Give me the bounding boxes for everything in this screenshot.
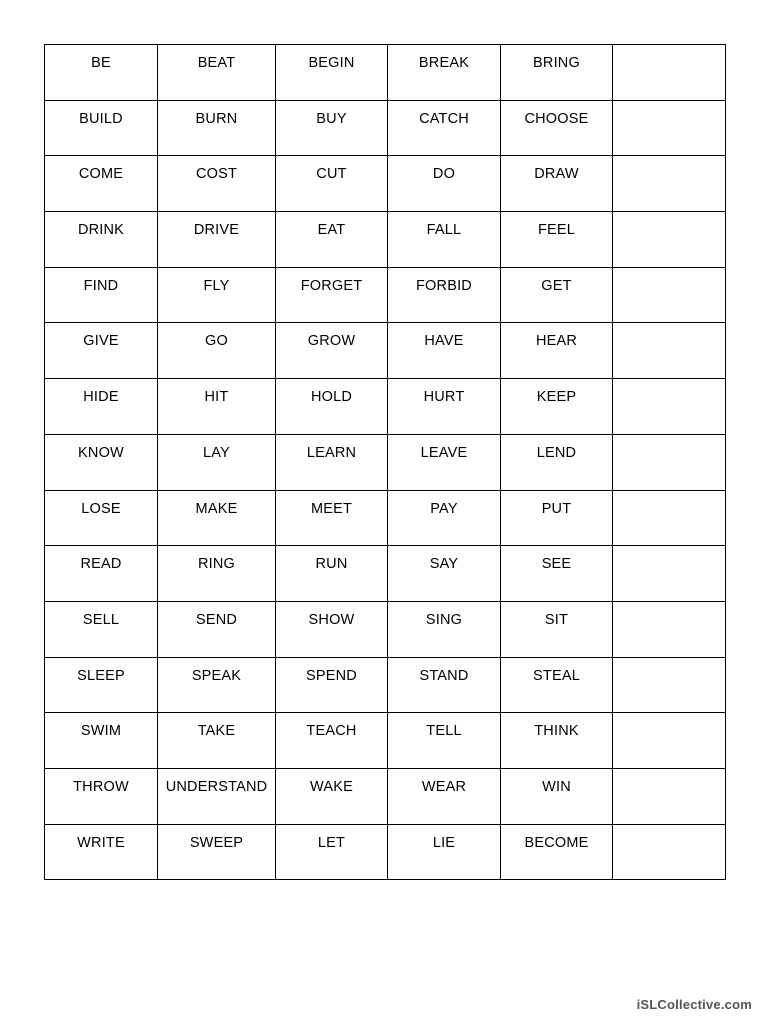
verb-label: SELL	[82, 611, 120, 628]
verb-label: BEGIN	[308, 55, 355, 71]
verb-label: HURT	[423, 389, 465, 406]
verb-label: RING	[197, 556, 236, 573]
verb-label: BUY	[316, 110, 347, 127]
verb-label: BEAT	[197, 55, 236, 71]
verb-cell	[501, 768, 613, 824]
table-row	[45, 45, 726, 101]
verb-cell	[158, 490, 276, 546]
verb-cell	[158, 713, 276, 769]
table-row	[45, 100, 726, 156]
verb-label: STEAL	[533, 667, 580, 684]
verb-label	[613, 769, 725, 780]
verb-cell	[501, 601, 613, 657]
verb-cell	[45, 490, 158, 546]
verb-table-body	[45, 45, 726, 880]
blank-answer-cell[interactable]	[613, 379, 726, 435]
verb-label: WRITE	[77, 834, 125, 851]
verb-label: DRINK	[77, 222, 125, 239]
verb-cell	[45, 379, 158, 435]
verb-label: BECOME	[524, 834, 589, 851]
verb-label: SIT	[544, 611, 569, 628]
table-row	[45, 601, 726, 657]
verb-cell	[388, 156, 501, 212]
blank-answer-cell[interactable]	[613, 768, 726, 824]
verb-label: SPEND	[306, 667, 357, 684]
verb-label	[613, 212, 725, 223]
verb-cell	[45, 100, 158, 156]
verb-label: GET	[541, 277, 572, 294]
verb-label: SING	[425, 611, 463, 628]
verb-cell	[158, 156, 276, 212]
verb-label: GO	[205, 333, 228, 350]
verb-cell	[276, 434, 388, 490]
verb-label: DRAW	[534, 166, 579, 183]
blank-answer-cell[interactable]	[613, 713, 726, 769]
verb-label: STAND	[419, 667, 469, 684]
verb-label	[613, 156, 725, 167]
verb-cell	[158, 546, 276, 602]
table-row	[45, 156, 726, 212]
verb-cell	[501, 824, 613, 880]
verb-cell	[158, 657, 276, 713]
table-row	[45, 323, 726, 379]
verb-cell	[276, 45, 388, 101]
verb-label: SAY	[429, 556, 459, 573]
verb-label: BE	[91, 55, 111, 71]
verb-cell	[501, 434, 613, 490]
blank-answer-cell[interactable]	[613, 100, 726, 156]
verb-label	[613, 435, 725, 446]
verb-cell	[158, 379, 276, 435]
verb-label: LEAVE	[420, 444, 468, 461]
verb-cell	[45, 768, 158, 824]
verb-label: LEND	[536, 444, 577, 461]
verb-label: BUILD	[79, 110, 123, 127]
verb-cell	[158, 768, 276, 824]
verb-label: HIDE	[83, 389, 119, 406]
verb-cell	[45, 601, 158, 657]
table-row	[45, 490, 726, 546]
verb-cell	[45, 212, 158, 268]
verb-label: SPEAK	[191, 667, 242, 684]
verb-label: EAT	[317, 222, 346, 239]
verb-label: FORGET	[300, 277, 363, 294]
verb-label: DRIVE	[193, 222, 240, 239]
verb-cell	[388, 100, 501, 156]
verb-cell	[501, 212, 613, 268]
verb-cell	[501, 713, 613, 769]
blank-answer-cell[interactable]	[613, 212, 726, 268]
verb-label: PAY	[430, 500, 458, 517]
verb-cell	[276, 100, 388, 156]
table-row	[45, 824, 726, 880]
verb-cell	[388, 546, 501, 602]
verb-cell	[45, 713, 158, 769]
verb-label	[613, 268, 725, 279]
verb-cell	[276, 379, 388, 435]
verb-cell	[501, 100, 613, 156]
blank-answer-cell[interactable]	[613, 657, 726, 713]
verb-label: SWEEP	[189, 834, 244, 851]
verb-label	[613, 658, 725, 669]
verb-label	[613, 491, 725, 502]
verb-label	[613, 602, 725, 613]
verb-cell	[45, 323, 158, 379]
verb-label: THROW	[73, 778, 129, 795]
verb-label: FALL	[426, 222, 462, 239]
verb-cell	[501, 379, 613, 435]
verb-label: HEAR	[535, 333, 578, 350]
verb-cell	[276, 212, 388, 268]
verb-label: PUT	[541, 500, 572, 517]
verb-cell	[388, 490, 501, 546]
verb-cell	[276, 768, 388, 824]
verb-label: WIN	[542, 778, 571, 795]
verb-label: LAY	[203, 444, 230, 461]
blank-answer-cell[interactable]	[613, 601, 726, 657]
verb-cell	[276, 156, 388, 212]
verb-label: FORBID	[416, 277, 472, 294]
blank-answer-cell[interactable]	[613, 267, 726, 323]
table-row	[45, 267, 726, 323]
verb-label: MAKE	[195, 500, 238, 517]
verb-label	[613, 101, 725, 112]
verb-label: FEEL	[537, 222, 576, 239]
verb-cell	[45, 45, 158, 101]
verb-cell	[388, 323, 501, 379]
verb-label: LET	[317, 834, 346, 851]
verb-label: SEND	[195, 611, 238, 628]
verb-cell	[388, 713, 501, 769]
table-row	[45, 546, 726, 602]
verb-label: RUN	[315, 556, 348, 573]
verb-label: DO	[432, 166, 456, 183]
verb-label: SLEEP	[77, 667, 125, 684]
verb-label: TAKE	[197, 723, 236, 740]
verb-label: HIT	[204, 389, 229, 406]
verb-cell	[501, 323, 613, 379]
verb-label: LOSE	[81, 500, 121, 517]
verb-cell	[388, 267, 501, 323]
verb-label: CATCH	[419, 110, 469, 127]
blank-answer-cell[interactable]	[613, 323, 726, 379]
blank-answer-cell[interactable]	[613, 434, 726, 490]
verb-cell	[158, 212, 276, 268]
verb-label	[613, 825, 725, 836]
verb-label: LEARN	[306, 444, 357, 461]
verb-label	[613, 379, 725, 390]
verb-label: TELL	[426, 723, 462, 740]
blank-answer-cell[interactable]	[613, 45, 726, 101]
verb-cell	[45, 824, 158, 880]
verb-cell	[388, 379, 501, 435]
verb-label: UNDERSTAND	[165, 778, 268, 795]
verb-label: KNOW	[78, 444, 124, 461]
verb-label: SWIM	[80, 723, 122, 740]
verb-label: HAVE	[424, 333, 464, 350]
verb-label: BREAK	[418, 55, 470, 71]
verb-cell	[388, 601, 501, 657]
verb-cell	[501, 490, 613, 546]
verb-cell	[276, 546, 388, 602]
verb-label: GIVE	[83, 333, 119, 350]
verb-cell	[388, 824, 501, 880]
verb-label	[613, 323, 725, 334]
verb-label: FLY	[203, 277, 230, 294]
verb-cell	[501, 267, 613, 323]
verb-cell	[158, 434, 276, 490]
verb-label: WEAR	[421, 778, 467, 795]
verb-cell	[501, 657, 613, 713]
verb-label: CUT	[316, 166, 347, 183]
verb-cell	[501, 156, 613, 212]
verb-cell	[45, 267, 158, 323]
verb-cell	[158, 323, 276, 379]
verb-label: SHOW	[308, 611, 355, 628]
verb-label: KEEP	[536, 389, 577, 406]
verb-cell	[276, 824, 388, 880]
verb-cell	[388, 657, 501, 713]
verb-label: READ	[80, 556, 122, 573]
table-row	[45, 713, 726, 769]
verb-cell	[388, 768, 501, 824]
verb-label	[613, 45, 725, 56]
verb-label: WAKE	[310, 778, 353, 795]
table-row	[45, 768, 726, 824]
verb-cell	[388, 212, 501, 268]
verb-cell	[501, 45, 613, 101]
verb-label: LIE	[432, 834, 456, 851]
blank-answer-cell[interactable]	[613, 824, 726, 880]
verb-label: BRING	[533, 55, 580, 71]
table-row	[45, 212, 726, 268]
table-row	[45, 434, 726, 490]
verb-cell	[158, 601, 276, 657]
verb-cell	[158, 267, 276, 323]
verb-label: GROW	[307, 333, 356, 350]
verb-label: COST	[195, 166, 238, 183]
verb-label: SEE	[541, 556, 572, 573]
verb-table	[44, 44, 726, 880]
verb-cell	[276, 713, 388, 769]
verb-label: BURN	[195, 110, 238, 127]
verb-label: THINK	[534, 723, 579, 740]
verb-cell	[388, 45, 501, 101]
verb-cell	[276, 601, 388, 657]
verb-label	[613, 546, 725, 557]
verb-cell	[158, 100, 276, 156]
verb-cell	[45, 156, 158, 212]
verb-cell	[388, 434, 501, 490]
verb-cell	[276, 657, 388, 713]
verb-cell	[158, 45, 276, 101]
verb-cell	[276, 323, 388, 379]
verb-label	[613, 713, 725, 724]
verb-cell	[45, 546, 158, 602]
verb-cell	[45, 434, 158, 490]
blank-answer-cell[interactable]	[613, 546, 726, 602]
verb-label: HOLD	[310, 389, 353, 406]
verb-label: MEET	[310, 500, 353, 517]
verb-label: FIND	[83, 277, 119, 294]
table-row	[45, 379, 726, 435]
verb-label: CHOOSE	[524, 110, 589, 127]
table-row	[45, 657, 726, 713]
verb-cell	[45, 657, 158, 713]
watermark: iSLCollective.com	[636, 997, 752, 1012]
blank-answer-cell[interactable]	[613, 490, 726, 546]
verb-cell	[276, 267, 388, 323]
verb-label: TEACH	[306, 723, 357, 740]
verb-cell	[276, 490, 388, 546]
verb-cell	[501, 546, 613, 602]
verb-cell	[158, 824, 276, 880]
blank-answer-cell[interactable]	[613, 156, 726, 212]
verb-label: COME	[78, 166, 124, 183]
